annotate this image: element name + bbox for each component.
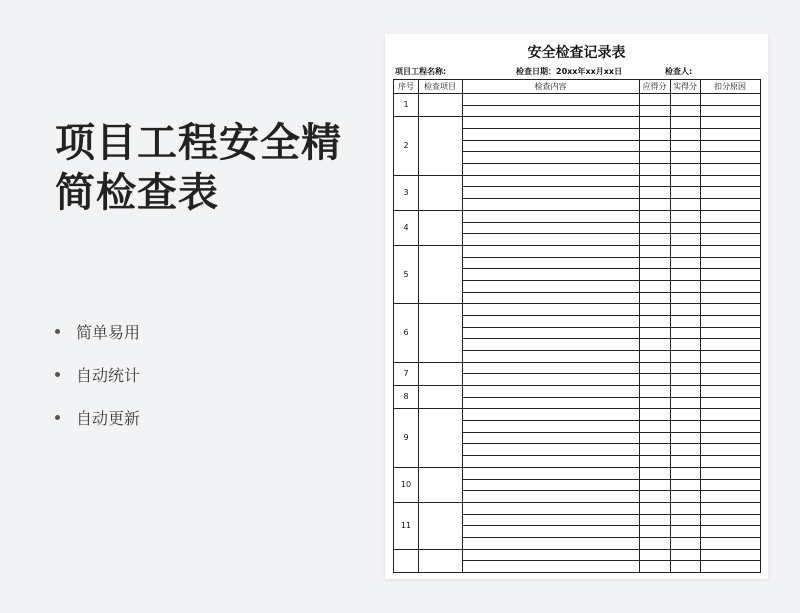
feature-item bbox=[55, 353, 140, 396]
bullet-icon bbox=[55, 329, 60, 334]
bullet-icon bbox=[55, 415, 60, 420]
table-row-number: 5 bbox=[403, 269, 409, 279]
inspection-table bbox=[393, 79, 761, 573]
table-header-divider bbox=[394, 93, 760, 94]
table-subrow-line bbox=[462, 128, 760, 129]
reason-col-header: 扣分原因 bbox=[714, 82, 746, 91]
table-subrow-line bbox=[462, 514, 760, 515]
table-subrow-line bbox=[462, 186, 760, 187]
item-col-header: 检查项目 bbox=[424, 82, 456, 91]
table-subrow-line bbox=[462, 443, 760, 444]
table-subrow-line bbox=[462, 338, 760, 339]
table-subrow-line bbox=[462, 490, 760, 491]
feature-item bbox=[55, 310, 140, 353]
table-subrow-line bbox=[462, 268, 760, 269]
table-subrow-line bbox=[462, 280, 760, 281]
table-row-divider bbox=[394, 408, 760, 409]
seq-col-header: 序号 bbox=[398, 82, 414, 91]
table-subrow-line bbox=[462, 560, 760, 561]
table-subrow-line bbox=[462, 525, 760, 526]
score-col-header: 应得分 bbox=[642, 82, 667, 91]
table-row-number: 11 bbox=[400, 520, 412, 530]
table-subrow-line bbox=[462, 479, 760, 480]
table-subrow-line bbox=[462, 151, 760, 152]
table-row-divider bbox=[394, 549, 760, 550]
table-row-divider bbox=[394, 245, 760, 246]
project-name-label: 项目工程名称: bbox=[395, 67, 447, 76]
table-subrow-line bbox=[462, 315, 760, 316]
table-row-divider bbox=[394, 467, 760, 468]
table-subrow-line bbox=[462, 420, 760, 421]
table-row-number: 2 bbox=[403, 141, 409, 151]
table-subrow-line bbox=[462, 327, 760, 328]
inspection-date-label: 检查日期：20xx年xx月xx日 bbox=[516, 67, 623, 76]
inspector-label: 检查人: bbox=[665, 67, 693, 76]
table-subrow-line bbox=[462, 222, 760, 223]
actual-col-header: 实得分 bbox=[673, 82, 697, 91]
table-row-number: 4 bbox=[403, 222, 409, 232]
table-row-divider bbox=[394, 362, 760, 363]
table-subrow-line bbox=[462, 140, 760, 141]
feature-label: 自动更新 bbox=[76, 409, 141, 428]
table-row-number: 10 bbox=[400, 479, 412, 489]
feature-label: 自动统计 bbox=[76, 366, 141, 385]
table-row-number bbox=[394, 549, 418, 572]
table-subrow-line bbox=[462, 455, 760, 456]
table-subrow-line bbox=[462, 397, 760, 398]
table-subrow-line bbox=[462, 105, 760, 106]
table-row-divider bbox=[394, 502, 760, 503]
table-row-divider bbox=[394, 116, 760, 117]
page-title-line-2: 简检查表 bbox=[55, 170, 219, 216]
table-row-number: 9 bbox=[403, 433, 409, 443]
table-row-number: 3 bbox=[403, 187, 409, 197]
table-row-divider bbox=[394, 385, 760, 386]
table-subrow-line bbox=[462, 537, 760, 538]
table-row-divider bbox=[394, 303, 760, 304]
table-subrow-line bbox=[462, 292, 760, 293]
table-row-number: 1 bbox=[403, 100, 409, 110]
page-title-line-1: 项目工程安全精 bbox=[55, 120, 342, 166]
table-subrow-line bbox=[462, 163, 760, 164]
table-subrow-line bbox=[462, 233, 760, 234]
document-preview bbox=[385, 34, 768, 579]
table-subrow-line bbox=[462, 257, 760, 258]
table-row-number: 6 bbox=[403, 327, 409, 337]
table-row-divider bbox=[394, 175, 760, 176]
bullet-icon bbox=[55, 372, 60, 377]
table-subrow-line bbox=[462, 432, 760, 433]
feature-label: 简单易用 bbox=[76, 323, 141, 342]
content-col-header: 检查内容 bbox=[534, 82, 567, 91]
table-subrow-line bbox=[462, 350, 760, 351]
table-column-divider bbox=[418, 80, 419, 572]
feature-list bbox=[55, 310, 140, 439]
table-row-number: 8 bbox=[403, 392, 409, 402]
table-row-divider bbox=[394, 210, 760, 211]
sheet-title: 安全检查记录表 bbox=[527, 45, 626, 61]
table-subrow-line bbox=[462, 373, 760, 374]
table-row-number: 7 bbox=[403, 368, 409, 378]
table-subrow-line bbox=[462, 198, 760, 199]
page-title bbox=[55, 118, 365, 218]
feature-item bbox=[55, 396, 140, 439]
